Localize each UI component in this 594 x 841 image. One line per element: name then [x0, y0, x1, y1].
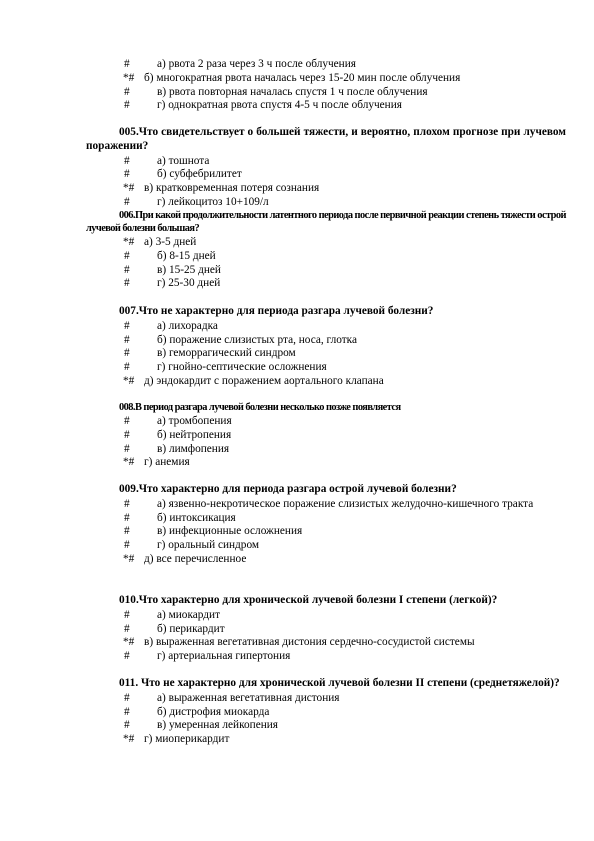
answer-mark: #	[124, 691, 130, 704]
option-v	[86, 636, 566, 650]
option-text: б) дистрофия миокарда	[157, 705, 270, 718]
answer-mark: #	[124, 58, 130, 70]
question-010	[86, 594, 566, 664]
option-g	[86, 277, 566, 291]
option-text: а) тошнота	[157, 154, 210, 167]
option-text: в) выраженная вегетативная дистония сердечно-сосудистой системы	[144, 636, 475, 649]
option-text: б) перикардит	[157, 622, 225, 635]
option-d	[86, 553, 566, 567]
option-text: г) однократная рвота спустя 4-5 ч после облучения	[157, 99, 402, 112]
answer-mark: #	[124, 705, 130, 718]
option-d	[86, 375, 566, 389]
option-text: в) 15-25 дней	[157, 263, 221, 276]
option-v	[86, 182, 566, 196]
option-g	[86, 196, 566, 210]
option-v	[86, 347, 566, 361]
answer-mark: #	[124, 154, 130, 167]
option-text: г) миоперикардит	[144, 733, 230, 746]
option-a	[86, 692, 566, 706]
answer-mark-correct: *#	[123, 374, 135, 387]
option-a	[86, 609, 566, 623]
options-list	[86, 415, 566, 470]
answer-mark: #	[124, 525, 130, 538]
option-text: б) субфебрилитет	[157, 168, 242, 181]
option-text: б) поражение слизистых рта, носа, глотка	[157, 333, 358, 346]
option-text: в) кратковременная потеря сознания	[144, 182, 320, 195]
option-a	[86, 415, 566, 429]
option-text: д) эндокардит с поражением аортального клапана	[144, 374, 384, 387]
options-list	[86, 320, 566, 389]
option-v	[86, 443, 566, 457]
option-text: а) миокардит	[157, 608, 221, 621]
answer-mark: #	[124, 168, 130, 181]
answer-mark: #	[124, 85, 130, 98]
answer-mark: #	[124, 263, 130, 276]
question-007	[86, 305, 566, 389]
option-text: а) тромбопения	[157, 415, 232, 427]
options-list	[86, 498, 566, 567]
option-g	[86, 539, 566, 553]
option-text: а) лихорадка	[157, 319, 218, 332]
answer-mark: #	[124, 622, 130, 635]
answer-mark: #	[124, 347, 130, 360]
answer-mark: #	[124, 428, 130, 441]
option-b	[86, 334, 566, 348]
option-text: г) анемия	[144, 456, 190, 469]
option-text: в) умеренная лейкопения	[157, 719, 278, 732]
option-text: б) 8-15 дней	[157, 249, 216, 262]
answer-mark-correct: *#	[123, 456, 135, 469]
question-stem: 010.Что характерно для хронической лучевой болезни I степени (легкой)?	[119, 594, 498, 606]
option-text: б) интоксикация	[157, 511, 236, 524]
question-011	[86, 677, 566, 747]
option-text: а) выраженная вегетативная дистония	[157, 691, 340, 704]
question-stem: 009.Что характерно для периода разгара острой лучевой болезни?	[119, 483, 457, 495]
option-text: а) язвенно-некротическое поражение слизистых желудочно-кишечного тракта	[157, 497, 534, 510]
option-text: а) рвота 2 раза через 3 ч после облучения	[157, 58, 356, 70]
option-b	[86, 706, 566, 720]
answer-mark-correct: *#	[123, 182, 135, 195]
answer-mark: #	[124, 415, 130, 427]
answer-mark: #	[124, 497, 130, 510]
option-a	[86, 320, 566, 334]
answer-mark-correct: *#	[123, 71, 135, 84]
question-stem: 008.В период разгара лучевой болезни несколько позже появляется	[119, 402, 401, 413]
option-text: в) инфекционные осложнения	[157, 525, 303, 538]
question-stem: 011. Что не характерно для хронической лучевой болезни II степени (среднетяжелой)?	[119, 677, 560, 689]
option-g	[86, 361, 566, 375]
answer-mark: #	[124, 442, 130, 455]
answer-mark-correct: *#	[123, 236, 135, 248]
answer-mark: #	[124, 249, 130, 262]
option-b	[86, 512, 566, 526]
answer-mark: #	[124, 195, 130, 208]
question-004-tail	[86, 58, 566, 113]
answer-mark: #	[124, 608, 130, 621]
answer-mark: #	[124, 650, 130, 663]
option-g	[86, 456, 566, 470]
answer-mark: #	[124, 277, 130, 290]
option-v	[86, 264, 566, 278]
option-text: г) оральный синдром	[157, 539, 260, 552]
answer-mark: #	[124, 511, 130, 524]
option-g	[86, 650, 566, 664]
answer-mark: #	[124, 99, 130, 112]
options-list	[86, 58, 566, 113]
answer-mark-correct: *#	[123, 733, 135, 746]
option-text: в) геморрагический синдром	[157, 347, 296, 360]
option-text: в) рвота повторная началась спустя 1 ч после облучения	[157, 85, 428, 98]
option-text: г) лейкоцитоз 10+109/л	[157, 195, 269, 208]
question-009	[86, 483, 566, 567]
option-b	[86, 168, 566, 182]
option-text: д) все перечисленное	[144, 552, 247, 565]
options-list	[86, 236, 566, 291]
option-b	[86, 72, 566, 86]
option-b	[86, 429, 566, 443]
answer-mark-correct: *#	[123, 636, 135, 649]
answer-mark: #	[124, 361, 130, 374]
options-list	[86, 609, 566, 664]
answer-mark: #	[124, 539, 130, 552]
question-005	[86, 126, 566, 210]
question-stem: 006.При какой продолжительности латентного периода после первичной реакции степень тяжести острой лучевой болезни большая?	[86, 210, 566, 234]
question-008	[86, 401, 566, 470]
question-stem: 007.Что не характерно для периода разгара лучевой болезни?	[119, 305, 434, 317]
answer-mark: #	[124, 719, 130, 732]
question-006	[86, 209, 566, 291]
option-text: г) гнойно-септические осложнения	[157, 361, 327, 374]
option-a	[86, 58, 566, 72]
answer-mark: #	[124, 319, 130, 332]
option-a	[86, 498, 566, 512]
option-text: г) 25-30 дней	[157, 277, 221, 290]
option-a	[86, 236, 566, 250]
option-v	[86, 525, 566, 539]
option-v	[86, 86, 566, 100]
option-text: в) лимфопения	[157, 442, 230, 455]
option-g	[86, 99, 566, 113]
answer-mark: #	[124, 333, 130, 346]
question-stem: 005.Что свидетельствует о большей тяжести, и вероятно, плохом прогнозе при лучевом поражении?	[86, 126, 566, 152]
option-text: г) артериальная гипертония	[157, 650, 291, 663]
option-text: а) 3-5 дней	[144, 236, 197, 248]
option-v	[86, 719, 566, 733]
option-g	[86, 733, 566, 747]
option-text: б) нейтропения	[157, 428, 232, 441]
options-list	[86, 692, 566, 747]
options-list	[86, 155, 566, 210]
option-text: б) многократная рвота началась через 15-20 мин после облучения	[144, 71, 461, 84]
answer-mark-correct: *#	[123, 552, 135, 565]
option-b	[86, 250, 566, 264]
option-a	[86, 155, 566, 169]
option-b	[86, 623, 566, 637]
